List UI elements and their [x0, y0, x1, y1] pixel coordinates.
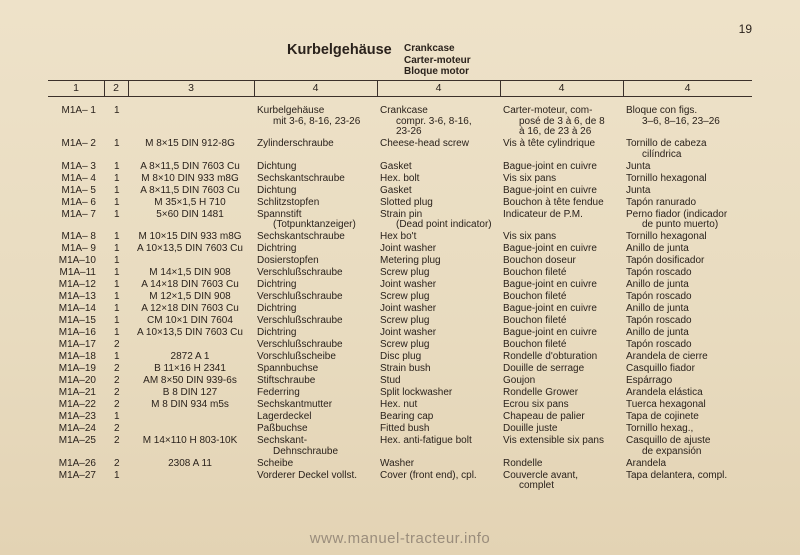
part-spec: M 35×1,5 H 710	[154, 196, 226, 208]
part-spec: B 8 DIN 127	[162, 387, 218, 398]
part-spec: A 10×13,5 DIN 7603 Cu	[137, 327, 243, 338]
part-qty: 2	[114, 423, 120, 434]
part-name-fr: Bouchon fileté	[503, 339, 567, 350]
part-name-en: Screw plug	[380, 267, 430, 278]
part-name-de: Spannstift	[257, 208, 302, 220]
part-name-de: Verschlußschraube	[257, 315, 343, 326]
part-name-es: Tuerca hexagonal	[626, 399, 706, 410]
part-ref: M1A–15	[58, 315, 96, 326]
part-ref: M1A– 8	[61, 231, 96, 242]
part-name-fr: Chapeau de palier	[503, 411, 585, 422]
part-name-es: Tornillo hexag.,	[626, 423, 694, 434]
part-name-es: cilíndrica	[642, 148, 682, 160]
part-name-fr: Vis six pans	[503, 231, 557, 242]
subtitle-es: Bloque motor	[404, 66, 469, 77]
part-name-es: de expansión	[642, 445, 702, 457]
part-name-fr: Bouchon à tête fendue	[503, 196, 604, 208]
header-rule-bottom	[48, 96, 752, 97]
subtitle-en: Crankcase	[404, 43, 455, 54]
part-name-es: Anillo de junta	[626, 303, 689, 314]
part-name-fr: Vis extensible six pans	[503, 435, 604, 446]
part-qty: 2	[114, 457, 120, 469]
part-name-en: Slotted plug	[380, 196, 433, 208]
part-spec: 2872 A 1	[170, 351, 210, 362]
part-name-en: Screw plug	[380, 339, 430, 350]
part-ref: M1A– 7	[61, 208, 96, 220]
part-name-fr: Douille de serrage	[503, 363, 585, 374]
part-name-en: Screw plug	[380, 291, 430, 302]
part-name-es: Tapa delantera, compl.	[626, 469, 728, 481]
part-name-es: Tornillo de cabeza	[626, 138, 707, 149]
part-name-de: Zylinderschraube	[257, 138, 334, 149]
part-qty: 1	[114, 469, 120, 481]
part-name-de: Scheibe	[257, 457, 294, 469]
part-name-es: Tapón roscado	[626, 267, 692, 278]
part-name-fr: Rondelle	[503, 457, 543, 469]
part-name-es: Arandela elástica	[626, 387, 703, 398]
part-qty: 1	[114, 184, 120, 196]
part-spec: M 12×1,5 DIN 908	[149, 291, 231, 302]
part-name-en: Cheese-head screw	[380, 138, 469, 149]
part-name-es: Junta	[626, 160, 651, 172]
part-ref: M1A–11	[59, 267, 96, 278]
part-name-en: Hex. bolt	[380, 172, 420, 184]
part-name-es: de punto muerto)	[642, 219, 719, 230]
part-qty: 1	[114, 196, 120, 208]
part-name-en: Bearing cap	[380, 411, 434, 422]
part-ref: M1A–22	[58, 399, 96, 410]
part-name-es: Tapón ranurado	[626, 196, 697, 208]
part-name-es: Bloque con figs.	[626, 105, 698, 116]
part-name-de: Sechskantschraube	[257, 172, 345, 184]
part-name-es: Casquillo de ajuste	[626, 435, 711, 446]
part-ref: M1A–12	[58, 279, 96, 290]
part-qty: 1	[114, 411, 120, 422]
part-qty: 1	[114, 351, 120, 362]
part-name-en: Metering plug	[380, 255, 441, 266]
part-spec: A 8×11,5 DIN 7603 Cu	[140, 184, 240, 196]
column-header-3: 3	[188, 82, 194, 94]
part-name-fr: Bouchon fileté	[503, 291, 567, 302]
part-name-de: Verschlußschraube	[257, 291, 343, 302]
part-name-en: Gasket	[380, 160, 412, 172]
part-name-de: Dichtung	[257, 184, 297, 196]
part-qty: 1	[114, 267, 120, 278]
part-ref: M1A–13	[58, 291, 96, 302]
part-name-de: Vorderer Deckel vollst.	[257, 469, 358, 481]
part-qty: 2	[114, 387, 120, 398]
part-ref: M1A–10	[58, 255, 96, 266]
part-name-de: Federring	[257, 387, 300, 398]
part-name-de: Dichtring	[257, 303, 297, 314]
part-name-fr: Bague-joint en cuivre	[503, 303, 597, 314]
part-name-fr: posé de 3 à 6, de 8	[519, 115, 605, 127]
part-name-es: 3–6, 8–16, 23–26	[642, 115, 720, 127]
part-name-fr: Douille juste	[503, 423, 558, 434]
page-number: 19	[738, 22, 752, 36]
part-name-de: Spannbuchse	[257, 363, 319, 374]
part-ref: M1A– 2	[61, 138, 96, 149]
part-ref: M1A–16	[58, 327, 96, 338]
part-spec: CM 10×1 DIN 7604	[147, 315, 233, 326]
part-name-de: Dichtring	[257, 279, 297, 290]
part-ref: M1A– 5	[61, 184, 96, 196]
part-ref: M1A– 6	[61, 196, 96, 208]
part-name-es: Anillo de junta	[626, 243, 689, 254]
part-name-en: Hex bo't	[380, 231, 417, 242]
part-qty: 1	[114, 279, 120, 290]
part-ref: M1A–14	[58, 303, 96, 314]
part-name-es: Casquillo fiador	[626, 363, 695, 374]
part-spec: M 8 DIN 934 m5s	[151, 399, 229, 410]
part-name-fr: Bouchon fileté	[503, 315, 567, 326]
part-name-fr: Vis six pans	[503, 172, 557, 184]
part-name-de: (Totpunktanzeiger)	[273, 219, 356, 230]
column-header-4-es: 4	[684, 82, 691, 94]
part-qty: 1	[114, 208, 120, 220]
part-qty: 1	[114, 315, 120, 326]
part-name-en: Joint washer	[380, 327, 437, 338]
part-spec: 5×60 DIN 1481	[156, 208, 224, 220]
part-name-de: Kurbelgehäuse	[257, 105, 325, 116]
part-ref: M1A– 4	[61, 172, 96, 184]
part-name-es: Tapón roscado	[626, 291, 692, 302]
column-header-2: 2	[113, 82, 119, 94]
part-ref: M1A–24	[58, 423, 96, 434]
part-name-en: Cover (front end), cpl.	[380, 469, 477, 481]
part-spec: M 14×110 H 803-10K	[142, 435, 238, 446]
part-name-en: Screw plug	[380, 315, 430, 326]
part-name-de: Stiftschraube	[257, 375, 316, 386]
column-header-4-en: 4	[435, 82, 442, 94]
part-qty: 1	[114, 327, 120, 338]
part-qty: 2	[114, 363, 120, 374]
part-name-de: Verschlußschraube	[257, 267, 343, 278]
part-spec: B 11×16 H 2341	[154, 363, 226, 374]
part-name-en: Stud	[380, 375, 401, 386]
part-name-fr: Vis à tête cylindrique	[503, 138, 596, 149]
part-name-es: Tapón dosificador	[626, 255, 705, 266]
part-name-en: Disc plug	[380, 351, 422, 362]
part-qty: 1	[114, 160, 120, 172]
part-qty: 1	[114, 105, 120, 116]
part-name-en: Strain bush	[380, 363, 431, 374]
part-qty: 1	[114, 138, 120, 149]
column-divider	[128, 80, 129, 96]
part-name-es: Junta	[626, 184, 651, 196]
part-name-es: Tornillo hexagonal	[626, 231, 707, 242]
part-ref: M1A– 1	[61, 105, 96, 116]
column-header-4-fr: 4	[558, 82, 565, 94]
part-name-en: 23-26	[396, 126, 422, 137]
part-name-fr: Bague-joint en cuivre	[503, 160, 597, 172]
section-subtitles	[404, 43, 471, 78]
part-name-fr: Rondelle Grower	[503, 387, 579, 398]
column-divider	[104, 80, 105, 96]
column-divider	[377, 80, 378, 96]
part-ref: M1A–19	[58, 363, 96, 374]
part-name-de: Verschlußschraube	[257, 339, 343, 350]
part-name-fr: Bague-joint en cuivre	[503, 184, 597, 196]
part-name-fr: Carter-moteur, com-	[503, 105, 593, 116]
part-name-es: Arandela	[626, 457, 667, 469]
part-qty: 2	[114, 375, 120, 386]
part-name-de: Sechskant-	[257, 435, 308, 446]
part-name-fr: Couvercle avant,	[503, 469, 579, 481]
part-spec: A 12×18 DIN 7603 Cu	[141, 303, 239, 314]
part-name-de: Paßbuchse	[257, 423, 308, 434]
part-name-de: Schlitzstopfen	[257, 196, 320, 208]
part-name-de: Sechskantmutter	[257, 399, 333, 410]
header-rule-top	[48, 80, 752, 81]
part-name-de: Dichtring	[257, 243, 297, 254]
column-divider	[623, 80, 624, 96]
part-spec: M 10×15 DIN 933 m8G	[138, 231, 242, 242]
part-qty: 1	[114, 231, 120, 242]
part-name-en: Strain pin	[380, 208, 423, 220]
part-name-de: Lagerdeckel	[257, 411, 312, 422]
part-name-fr: Rondelle d'obturation	[503, 351, 598, 362]
section-title: Kurbelgehäuse	[287, 42, 392, 58]
part-qty: 1	[114, 255, 120, 266]
part-ref: M1A– 9	[61, 243, 96, 254]
column-header-4-de: 4	[312, 82, 319, 94]
column-header-1: 1	[73, 82, 79, 94]
part-name-de: Dichtring	[257, 327, 297, 338]
part-qty: 2	[114, 339, 120, 350]
part-name-de: Dichtung	[257, 160, 297, 172]
part-name-en: Fitted bush	[380, 423, 430, 434]
part-name-de: mit 3-6, 8-16, 23-26	[273, 115, 361, 127]
part-name-es: Tornillo hexagonal	[626, 172, 707, 184]
part-name-es: Arandela de cierre	[626, 351, 708, 362]
part-ref: M1A–25	[58, 435, 96, 446]
part-spec: M 8×10 DIN 933 m8G	[141, 172, 239, 184]
part-ref: M1A–27	[58, 469, 96, 481]
part-name-es: Anillo de junta	[626, 327, 689, 338]
part-name-es: Tapón roscado	[626, 339, 692, 350]
part-name-es: Perno fiador (indicador	[626, 208, 728, 220]
part-name-fr: Indicateur de P.M.	[503, 208, 583, 220]
part-name-fr: Bouchon doseur	[503, 255, 576, 266]
part-name-en: Split lockwasher	[380, 387, 453, 398]
part-name-de: Sechskantschraube	[257, 231, 345, 242]
part-spec: M 14×1,5 DIN 908	[149, 267, 231, 278]
part-name-fr: Goujon	[503, 375, 536, 386]
part-ref: M1A–20	[58, 375, 96, 386]
part-name-es: Tapa de cojinete	[626, 411, 699, 422]
part-name-en: Gasket	[380, 184, 412, 196]
part-name-de: Vorschlußscheibe	[257, 351, 336, 362]
part-qty: 1	[114, 243, 120, 254]
part-name-en: (Dead point indicator)	[396, 219, 492, 230]
part-ref: M1A–17	[58, 339, 96, 350]
part-name-fr: Bague-joint en cuivre	[503, 327, 597, 338]
part-spec: A 10×13,5 DIN 7603 Cu	[137, 243, 243, 254]
part-ref: M1A–18	[58, 351, 96, 362]
part-qty: 2	[114, 399, 120, 410]
part-name-en: Crankcase	[380, 105, 428, 116]
part-ref: M1A–21	[58, 387, 96, 398]
part-ref: M1A–23	[58, 411, 96, 422]
part-name-es: Anillo de junta	[626, 279, 689, 290]
part-name-en: Washer	[380, 457, 415, 469]
part-name-de: Dosierstopfen	[257, 255, 319, 266]
part-qty: 2	[114, 435, 120, 446]
column-divider	[500, 80, 501, 96]
part-name-fr: à 16, de 23 à 26	[519, 126, 592, 137]
part-name-en: Joint washer	[380, 303, 437, 314]
part-name-en: Hex. nut	[380, 399, 418, 410]
part-name-fr: Bouchon fileté	[503, 267, 567, 278]
watermark: www.manuel-tracteur.info	[309, 530, 491, 547]
part-name-fr: complet	[519, 480, 555, 491]
column-divider	[254, 80, 255, 96]
part-name-en: Hex. anti-fatigue bolt	[380, 435, 472, 446]
subtitle-fr: Carter-moteur	[404, 54, 471, 66]
part-name-en: Joint washer	[380, 279, 437, 290]
part-name-es: Tapón roscado	[626, 315, 692, 326]
part-qty: 1	[114, 303, 120, 314]
part-ref: M1A– 3	[61, 160, 96, 172]
part-qty: 1	[114, 291, 120, 302]
part-name-fr: Bague-joint en cuivre	[503, 279, 597, 290]
part-spec: A 8×11,5 DIN 7603 Cu	[140, 160, 240, 172]
part-name-en: Joint washer	[380, 243, 437, 254]
part-name-de: Dehnschraube	[273, 445, 339, 457]
part-spec: M 8×15 DIN 912-8G	[145, 138, 235, 149]
part-ref: M1A–26	[58, 457, 96, 469]
part-name-fr: Bague-joint en cuivre	[503, 243, 597, 254]
part-name-fr: Ecrou six pans	[503, 399, 569, 410]
part-spec: 2308 A 11	[168, 457, 212, 469]
part-spec: A 14×18 DIN 7603 Cu	[141, 279, 239, 290]
part-name-es: Espárrago	[626, 375, 673, 386]
part-name-en: compr. 3-6, 8-16,	[396, 115, 472, 127]
part-spec: AM 8×50 DIN 939-6s	[143, 375, 237, 386]
part-qty: 1	[114, 172, 120, 184]
